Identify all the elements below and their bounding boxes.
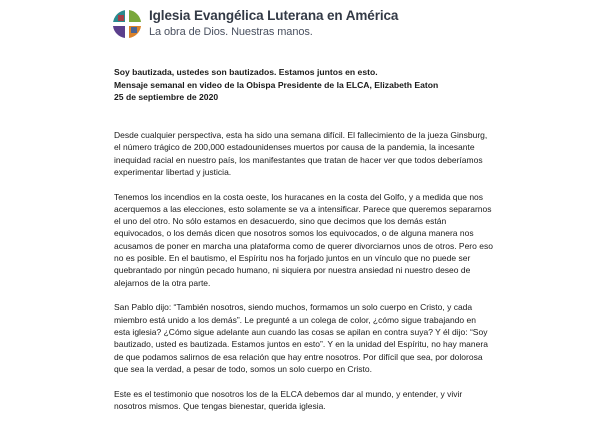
tagline: La obra de Dios. Nuestras manos. bbox=[149, 26, 313, 38]
document-subtitle: Mensaje semanal en video de la Obispa Presidente de la ELCA, Elizabeth Eaton bbox=[114, 79, 439, 90]
paragraph: Desde cualquier perspectiva, esta ha sido una semana difícil. El fallecimiento de la jueza Ginsburg, el número trágico de 200,000 estadounidenses muertos por causa de la pandemia, la incesante inequidad racial en nuestro país, los manifestantes que tratan de hacer ver que todos deberíamos experimentar libertad y justicia. bbox=[114, 130, 488, 177]
elca-cross-icon bbox=[112, 9, 142, 39]
paragraph: San Pablo dijo: “También nosotros, siendo muchos, formamos un solo cuerpo en Cristo, y cada miembro está unido a los demás”. Le pregunté a un colega de color, ¿cómo sigue trabajando en esta iglesia? ¿Cómo sigue adelante aun cuando las cosas se apilan en contra suya? Y él dijo: “Soy bautizado, usted es bautizada. Estamos juntos en esto”. Y en la unidad del Espíritu, no hay manera de que podamos salirnos de esa relación que hay entre nosotros. Por difícil que sea, por dolorosa que sea la verdad, a pesar de todo, somos un solo cuerpo en Cristo. bbox=[114, 302, 488, 374]
letterhead-text bbox=[149, 8, 398, 39]
org-name: Iglesia Evangélica Luterana en América bbox=[149, 8, 399, 23]
paragraph: Tenemos los incendios en la costa oeste, los huracanes en la costa del Golfo, y a medida que nos acerquemos a las elecciones, esto solamente se va a intensificar. Parece que queremos separarnos el uno del otro. No sólo estamos en desacuerdo, sino que decimos que los demás están equivocados, o los demás dicen que nosotros somos los equivocados, o de alguna manera nos acusamos de poner en marcha una plataforma como de querer divorciarnos unos de otros. Pero eso no es posible. En el bautismo, el Espíritu nos ha forjado juntos en un vínculo que no puede ser quebrantado por ningún pecado humano, ni siquiera por nuestra ansiedad ni nuestro deseo de alejarnos de la otra parte. bbox=[114, 191, 493, 288]
paragraph: Este es el testimonio que nosotros los de la ELCA debemos dar al mundo, y entender, y vivir nosotros mismos. Que tengas bienestar, querida iglesia. bbox=[114, 388, 463, 411]
document-title-block bbox=[114, 66, 438, 104]
document-body bbox=[114, 129, 494, 425]
document-date: 25 de septiembre de 2020 bbox=[114, 92, 219, 102]
letterhead bbox=[112, 8, 398, 39]
document-title: Soy bautizada, ustedes son bautizados. Estamos juntos en esto. bbox=[114, 67, 378, 77]
